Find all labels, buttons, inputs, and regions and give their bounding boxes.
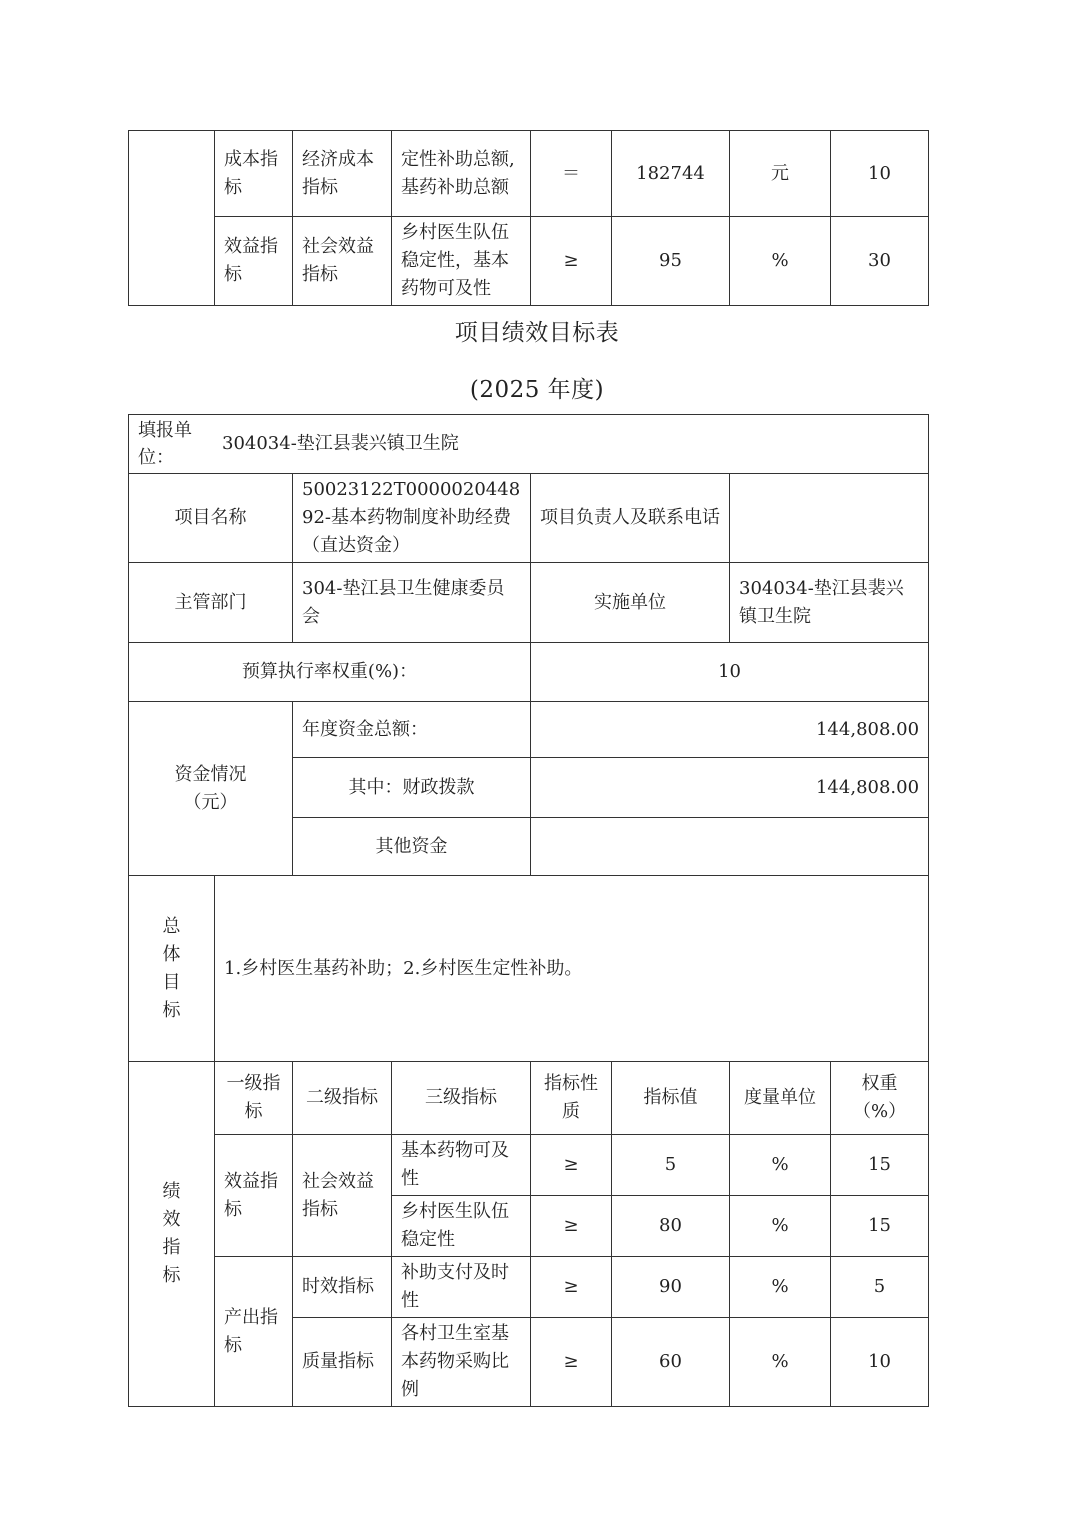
funds-label-text: 资金情况（元） xyxy=(174,763,247,813)
table-row xyxy=(129,1257,929,1318)
goal-value: 1.乡村医生基药补助；2.乡村医生定性补助。 xyxy=(215,876,929,1062)
value-cell: 5 xyxy=(612,1135,730,1196)
level3-cell: 补助支付及时性 xyxy=(392,1257,531,1318)
project-name-label: 项目名称 xyxy=(129,474,293,563)
funds-label xyxy=(129,702,293,876)
dept-label: 主管部门 xyxy=(129,563,293,643)
empty-cell xyxy=(129,131,215,306)
table-row xyxy=(129,876,929,1062)
operator-cell: ≥ xyxy=(531,1135,612,1196)
project-name-value: 50023122T000002044892-基本药物制度补助经费（直达资金） xyxy=(293,474,531,563)
weight-cell: 10 xyxy=(831,1318,929,1407)
operator-cell: ≥ xyxy=(531,1196,612,1257)
table-row xyxy=(129,415,929,474)
performance-target-table xyxy=(128,414,929,1407)
level3-cell: 乡村医生队伍稳定性，基本药物可及性 xyxy=(392,217,531,306)
level3-cell: 基本药物可及性 xyxy=(392,1135,531,1196)
level2-cell: 质量指标 xyxy=(293,1318,392,1407)
header-level3: 三级指标 xyxy=(392,1062,531,1135)
unit-cell: 元 xyxy=(730,131,831,217)
document-title: 项目绩效目标表 xyxy=(454,320,620,346)
header-level1: 一级指标 xyxy=(215,1062,293,1135)
level1-cell: 产出指标 xyxy=(215,1257,293,1407)
perf-label-text: 绩效指标 xyxy=(162,1181,181,1286)
unit-cell: % xyxy=(730,1257,831,1318)
impl-value: 304034-垫江县裴兴镇卫生院 xyxy=(730,563,929,643)
weight-cell: 15 xyxy=(831,1135,929,1196)
header-unit: 度量单位 xyxy=(730,1062,831,1135)
header-value: 指标值 xyxy=(612,1062,730,1135)
funds-other-value xyxy=(531,818,929,876)
table-row xyxy=(129,643,929,702)
level1-cell: 效益指标 xyxy=(215,1135,293,1257)
header-weight: 权重（%） xyxy=(831,1062,929,1135)
level1-cell: 成本指标 xyxy=(215,131,293,217)
header-nature: 指标性质 xyxy=(531,1062,612,1135)
level2-cell: 社会效益指标 xyxy=(293,1135,392,1257)
table-row xyxy=(129,702,929,758)
value-cell: 60 xyxy=(612,1318,730,1407)
funds-fiscal-value: 144,808.00 xyxy=(531,758,929,818)
weight-cell: 15 xyxy=(831,1196,929,1257)
budget-weight-label: 预算执行率权重(%)： xyxy=(129,643,531,702)
value-cell: 182744 xyxy=(612,131,730,217)
table-row xyxy=(129,1062,929,1135)
operator-cell: ≥ xyxy=(531,1257,612,1318)
unit-cell: % xyxy=(730,1135,831,1196)
weight-cell: 30 xyxy=(831,217,929,306)
table-row xyxy=(129,1135,929,1196)
contact-value xyxy=(730,474,929,563)
level2-cell: 社会效益指标 xyxy=(293,217,392,306)
operator-cell: ≥ xyxy=(531,1318,612,1407)
impl-label: 实施单位 xyxy=(531,563,730,643)
weight-cell: 10 xyxy=(831,131,929,217)
dept-value: 304-垫江县卫生健康委员会 xyxy=(293,563,531,643)
level3-cell: 乡村医生队伍稳定性 xyxy=(392,1196,531,1257)
level2-cell: 时效指标 xyxy=(293,1257,392,1318)
operator-cell: ＝ xyxy=(531,131,612,217)
previous-indicator-table xyxy=(128,130,929,306)
level3-cell: 定性补助总额,基药补助总额 xyxy=(392,131,531,217)
unit-cell: % xyxy=(730,1196,831,1257)
weight-cell: 5 xyxy=(831,1257,929,1318)
table-row xyxy=(129,217,929,306)
funds-total-label: 年度资金总额： xyxy=(293,702,531,758)
level2-cell: 经济成本指标 xyxy=(293,131,392,217)
goal-label-text: 总体目标 xyxy=(162,915,181,1021)
document-year: (2025 年度) xyxy=(469,377,605,403)
table-row xyxy=(129,474,929,563)
unit-cell: % xyxy=(730,1318,831,1407)
reporting-unit-cell xyxy=(129,415,929,474)
funds-other-label: 其他资金 xyxy=(293,818,531,876)
unit-cell: % xyxy=(730,217,831,306)
perf-label xyxy=(129,1062,215,1407)
value-cell: 80 xyxy=(612,1196,730,1257)
value-cell: 95 xyxy=(612,217,730,306)
reporting-unit-label: 填报单位： xyxy=(138,420,192,468)
contact-label: 项目负责人及联系电话 xyxy=(531,474,730,563)
table-row xyxy=(129,131,929,217)
budget-weight-value: 10 xyxy=(531,643,929,702)
reporting-unit-value: 304034-垫江县裴兴镇卫生院 xyxy=(222,433,459,454)
level3-cell: 各村卫生室基本药物采购比例 xyxy=(392,1318,531,1407)
level1-cell: 效益指标 xyxy=(215,217,293,306)
header-level2: 二级指标 xyxy=(293,1062,392,1135)
funds-fiscal-label: 其中：财政拨款 xyxy=(293,758,531,818)
table-row xyxy=(129,563,929,643)
funds-total-value: 144,808.00 xyxy=(531,702,929,758)
operator-cell: ≥ xyxy=(531,217,612,306)
goal-label xyxy=(129,876,215,1062)
value-cell: 90 xyxy=(612,1257,730,1318)
